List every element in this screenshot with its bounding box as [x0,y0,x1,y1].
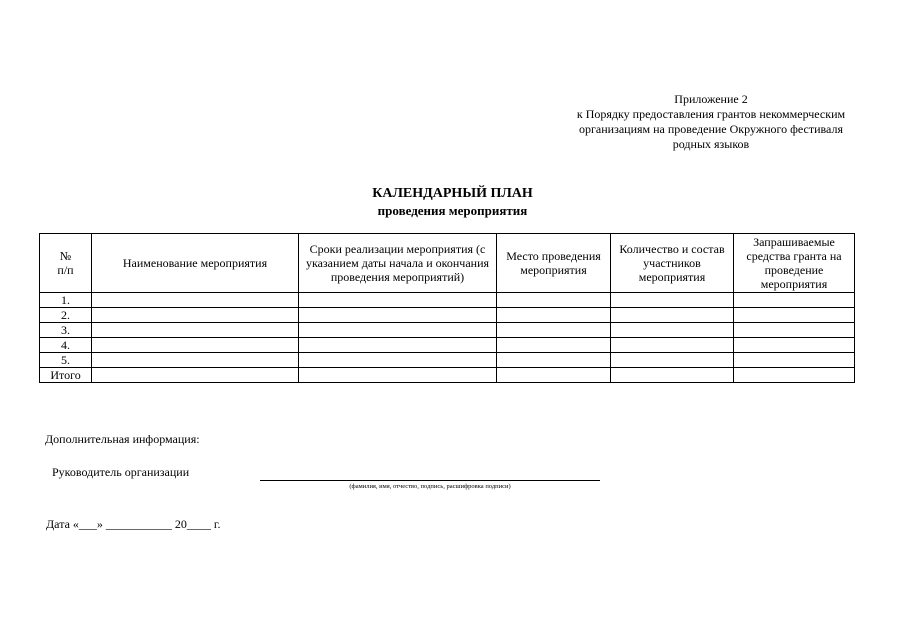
cell-place[interactable] [497,338,611,353]
appendix-line-1: Приложение 2 [674,92,748,106]
cell-name[interactable] [92,323,299,338]
cell-place[interactable] [497,353,611,368]
row-number: 1. [40,293,92,308]
calendar-plan-table [39,233,855,383]
date-line: Дата «___» ___________ 20____ г. [46,517,221,531]
title-main: КАЛЕНДАРНЫЙ ПЛАН [372,186,533,201]
header-dates: Сроки реализации мероприятия (с указанием даты начала и окончания проведения мероприятий) [299,234,497,293]
cell-funds[interactable] [734,293,855,308]
cell-name[interactable] [92,353,299,368]
cell-dates[interactable] [299,368,497,383]
table-row [40,293,855,308]
header-name: Наименование мероприятия [92,234,299,293]
cell-funds[interactable] [734,368,855,383]
signature-line[interactable] [260,480,600,481]
header-number [40,234,92,293]
cell-dates[interactable] [299,323,497,338]
total-label: Итого [40,368,92,383]
cell-funds[interactable] [734,353,855,368]
cell-funds[interactable] [734,338,855,353]
cell-place[interactable] [497,308,611,323]
cell-dates[interactable] [299,353,497,368]
cell-place[interactable] [497,293,611,308]
header-participants: Количество и состав участников мероприятия [611,234,734,293]
cell-name[interactable] [92,293,299,308]
cell-name[interactable] [92,338,299,353]
document-title [0,185,905,219]
cell-funds[interactable] [734,308,855,323]
row-number: 4. [40,338,92,353]
cell-place[interactable] [497,368,611,383]
header-number-line2: п/п [57,263,74,277]
row-number: 5. [40,353,92,368]
appendix-line-4: родных языков [672,137,750,151]
organization-head-label: Руководитель организации [52,465,190,479]
cell-participants[interactable] [611,308,734,323]
cell-participants[interactable] [611,323,734,338]
appendix-block [560,92,862,152]
cell-place[interactable] [497,323,611,338]
table-row [40,338,855,353]
cell-participants[interactable] [611,353,734,368]
table-row [40,308,855,323]
header-funds: Запрашиваемые средства гранта на проведение мероприятия [734,234,855,293]
cell-dates[interactable] [299,338,497,353]
signature-caption: (фамилия, имя, отчество, подпись, расшифровка подписи) [349,483,511,490]
cell-dates[interactable] [299,308,497,323]
cell-name[interactable] [92,308,299,323]
table-header-row [40,234,855,293]
header-place: Место проведения мероприятия [497,234,611,293]
appendix-line-2: к Порядку предоставления грантов некоммерческим [576,107,846,121]
additional-info-label: Дополнительная информация: [45,432,200,446]
row-number: 3. [40,323,92,338]
table-row [40,353,855,368]
cell-participants[interactable] [611,368,734,383]
cell-participants[interactable] [611,338,734,353]
appendix-line-3: организациям на проведение Окружного фестиваля [578,122,843,136]
cell-funds[interactable] [734,323,855,338]
cell-participants[interactable] [611,293,734,308]
cell-name[interactable] [92,368,299,383]
title-sub: проведения мероприятия [377,203,528,218]
table-row [40,323,855,338]
cell-dates[interactable] [299,293,497,308]
header-number-line1: № [59,249,72,263]
table-total-row [40,368,855,383]
row-number: 2. [40,308,92,323]
